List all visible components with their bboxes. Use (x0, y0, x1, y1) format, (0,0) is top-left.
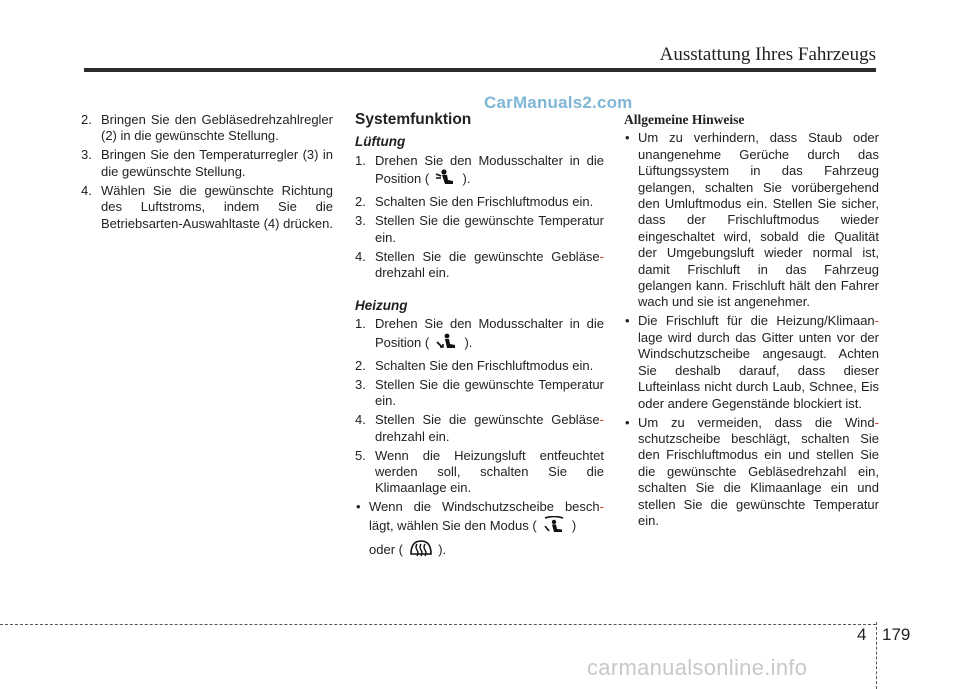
item-text: Wenn die Windschutzscheibe besch (369, 499, 600, 515)
item-text: Die Frischluft für die Heizung/Klimaan (638, 313, 875, 329)
section-title-general-notes: Allgemeine Hinweise (624, 112, 745, 127)
floor-mode-icon (435, 333, 459, 355)
bullet: • (625, 414, 630, 430)
column-left (81, 112, 333, 235)
item-text: Bringen Sie den Gebläsedrehzahlregler (2) in die gewünschte Stellung. (101, 112, 333, 144)
item-number: 4. (81, 182, 92, 198)
item-text: ). (438, 542, 447, 558)
item-number: 3. (355, 213, 366, 229)
bullet-item (355, 499, 604, 562)
column-middle (355, 112, 604, 565)
item-text: drehzahl ein. (375, 265, 450, 281)
item-text: schutzscheibe beschlägt, schalten Sie den Frischluftmodus ein und stellen Sie die gewünschte Gebläsedrehzahl ein, schalten Sie die Klimaanlage ein und stellen Sie die gewünschte Temperatur ein. (638, 430, 879, 528)
item-text: Stellen Sie die gewünschte Gebläse (375, 248, 600, 264)
item-text: Stellen Sie die gewünschte Temperatur ein. (375, 213, 604, 245)
hyphen: - (874, 313, 879, 329)
item-text: Wenn die Heizungsluft entfeuchtet werden soll, schalten Sie die Klimaanlage ein. (375, 447, 604, 496)
defrost-icon (409, 538, 433, 562)
item-text: Drehen Sie den Modusschalter in die Position ( (375, 152, 604, 187)
subsection-title-ventilation: Lüftung (355, 134, 406, 150)
list-item (355, 377, 604, 410)
list-item (81, 112, 333, 145)
item-number: 3. (355, 376, 366, 392)
item-text: Stellen Sie die gewünschte Gebläse (375, 412, 600, 428)
item-number: 5. (355, 447, 366, 463)
list-item (355, 153, 604, 192)
item-number: 2. (81, 112, 92, 127)
item-text: Schalten Sie den Frischluftmodus ein. (375, 194, 594, 210)
item-text: lage wird durch das Gitter unten vor der Windschutzscheibe angesaugt. Achten Sie deshalb darauf, dass dieser Lufteinlass nicht durch Laub, Schnee, Eis oder andere Gegenstände blockiert ist. (638, 329, 879, 411)
bullet-item (624, 415, 879, 530)
chapter-number: 4 (857, 625, 867, 644)
list-item (355, 412, 604, 445)
column-right (624, 112, 879, 532)
item-text: Stellen Sie die gewünschte Temperatur ein. (375, 376, 604, 409)
item-number: 3. (81, 147, 92, 163)
item-number: 1. (355, 152, 366, 168)
list-item (355, 448, 604, 497)
item-text: drehzahl ein. (375, 428, 450, 444)
list-item (355, 194, 604, 210)
hyphen: - (874, 414, 879, 430)
bullet-item (624, 130, 879, 310)
page-number: 179 (882, 625, 911, 644)
bullet: • (356, 499, 361, 515)
header-title: Ausstattung Ihres Fahrzeugs (659, 44, 876, 65)
header-rule (84, 68, 876, 72)
item-number: 4. (355, 248, 366, 264)
item-text: lägt, wählen Sie den Modus ( (369, 517, 537, 533)
footer-rule (0, 624, 876, 625)
section-title: Systemfunktion (355, 111, 472, 128)
item-number: 1. (355, 316, 366, 332)
list-item (355, 316, 604, 355)
item-number: 4. (355, 412, 366, 428)
item-number: 2. (355, 357, 366, 373)
item-text: Schalten Sie den Frischluftmodus ein. (375, 357, 594, 373)
hyphen: - (599, 412, 604, 428)
floor-defrost-mode-icon (542, 516, 566, 538)
subsection-title-heating: Heizung (355, 298, 408, 314)
watermark-top: CarManuals2.com (484, 93, 633, 112)
hyphen: - (599, 248, 604, 264)
list-item (81, 147, 333, 180)
hyphen: - (599, 499, 604, 515)
item-text: ). (464, 334, 473, 350)
list-item (355, 249, 604, 282)
item-text: ) (571, 517, 577, 533)
item-text: oder ( (369, 542, 403, 558)
bullet-item (624, 313, 879, 411)
item-text: Drehen Sie den Modusschalter in die Position ( (375, 316, 604, 350)
list-item (81, 183, 333, 232)
face-vent-mode-icon (435, 169, 457, 191)
list-item (355, 213, 604, 246)
item-number: 2. (355, 194, 366, 210)
bullet: • (625, 313, 630, 329)
bullet: • (625, 130, 630, 146)
item-text: Wählen Sie die gewünschte Richtung des Luftstroms, indem Sie die Betriebsarten-Auswahltaste (4) drücken. (101, 182, 333, 231)
item-text: Bringen Sie den Temperaturregler (3) in die gewünschte Stellung. (101, 147, 333, 179)
item-text: Um zu verhindern, dass Staub oder unangenehme Gerüche durch das Lüftungssystem in das Fahrzeug gelangen, schalten Sie vorübergehend den Umluftmodus ein. Stellen Sie sicher, dass der Frischluftmodus wieder eingeschaltet wird, sobald die Qualität der Umgebungsluft wieder normal ist, damit Frischluft in das Fahrzeug gelangen kann. Frischluft hält den Fahrer wach und sie ist angenehmer. (638, 130, 879, 310)
list-item (355, 358, 604, 374)
watermark-bottom: carmanualsonline.info (587, 655, 808, 680)
item-text: Um zu vermeiden, dass die Wind (638, 414, 875, 430)
item-text: ). (462, 171, 471, 187)
footer-divider (876, 622, 877, 689)
